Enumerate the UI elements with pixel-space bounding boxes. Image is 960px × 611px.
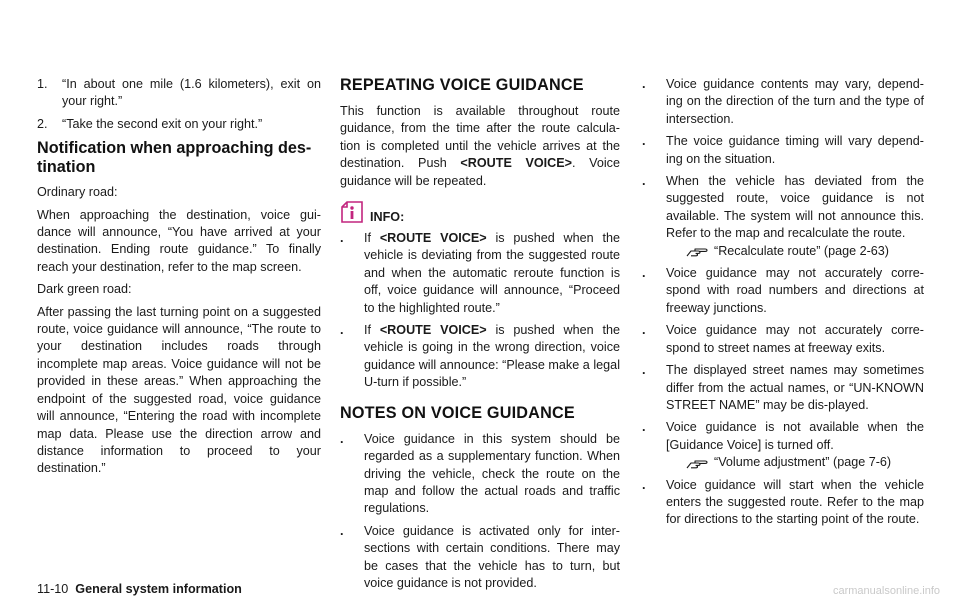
text: This function is available throughout route guidance, from the time after the route calcula-tion is completed until the vehicle arrives at the destination. Push xyxy=(340,104,620,171)
route-voice-key: <ROUTE VOICE> xyxy=(460,156,573,171)
reference-volume-adjustment[interactable] xyxy=(686,454,924,471)
subheading-notification: Notification when approaching des-tination xyxy=(37,139,312,177)
list-text: Voice guidance is activated only for inter-sections with certain conditions. There may be cases that the vehicle has to turn, but voice guidance is not provided. xyxy=(364,523,620,590)
list-text xyxy=(364,322,620,392)
paragraph: After passing the last turning point on a suggested route, voice guidance will announce, “The route to your destination includes roads through incomplete map areas. Voice guidance will not be provided in these areas.” When approaching the endpoint of the suggested road, voice guidance will announce, “Entering the road with incomplete map data. Please use the direction arrow and distance information to proceed to your destination.” xyxy=(37,304,321,476)
info-icon xyxy=(340,200,364,224)
list-text: Voice guidance contents may vary, depend-ing on the direction of the turn and the type of intersection. xyxy=(666,77,924,126)
list-text: Voice guidance will start when the vehicle enters the suggested route. Refer to the map for directions to the starting point of the route. xyxy=(666,477,924,527)
list-item xyxy=(340,230,620,317)
bullet: . xyxy=(642,477,646,492)
pointing-hand-icon xyxy=(686,245,708,257)
list-item xyxy=(340,431,620,518)
route-voice-key: <ROUTE VOICE> xyxy=(379,231,487,246)
list-item xyxy=(642,133,924,168)
section-heading-repeating: REPEATING VOICE GUIDANCE xyxy=(340,76,584,94)
list-item xyxy=(340,523,620,593)
section-heading-notes: NOTES ON VOICE GUIDANCE xyxy=(340,403,575,422)
text: . Voice guidance will be repeated. xyxy=(340,156,620,188)
list-text xyxy=(364,230,620,317)
bullet: . xyxy=(642,134,646,149)
list-item xyxy=(642,322,924,357)
list-item xyxy=(37,116,321,133)
bullet: . xyxy=(642,420,646,435)
bullet: . xyxy=(340,523,344,538)
list-text: The voice guidance timing will vary depend-ing on the situation. xyxy=(666,134,924,166)
list-text: Voice guidance may not accurately corre-spond with road numbers and directions at freeway junctions. xyxy=(666,266,924,315)
list-item xyxy=(642,265,924,317)
reference-text: “Volume adjustment” (page 7-6) xyxy=(714,455,892,470)
paragraph: Dark green road: xyxy=(37,282,132,297)
text: When the vehicle has deviated from the suggested route, voice guidance is not available. The system will not announce this. Refer to the map and recalculate the route. xyxy=(666,174,924,241)
bullet: . xyxy=(340,431,344,446)
list-text xyxy=(666,419,924,471)
list-item xyxy=(37,76,321,111)
bullet: . xyxy=(642,363,646,378)
list-text: The displayed street names may sometimes differ from the actual names, or “UN-KNOWN STREET NAME” may be dis-played. xyxy=(666,363,924,412)
right-column xyxy=(642,76,924,534)
text: is pushed when the vehicle is going in the wrong direction, voice guidance will announce: “Please make a legal U-turn if possible.” xyxy=(364,323,620,390)
text: is pushed when the vehicle is deviating from the suggested route and when the automatic reroute function is off, voice guidance will announce, “Proceed to the highlighted route.” xyxy=(364,231,620,315)
list-item xyxy=(642,76,924,128)
reference-text: “Recalculate route” (page 2-63) xyxy=(714,243,890,258)
list-text: Voice guidance may not accurately corre-spond to street names at freeway exits. xyxy=(666,323,924,355)
list-text: “Take the second exit on your right.” xyxy=(62,116,263,131)
text: If xyxy=(364,323,380,338)
bullet: . xyxy=(340,323,344,338)
list-text xyxy=(666,173,924,260)
paragraph xyxy=(340,103,620,190)
list-text: “In about one mile (1.6 kilometers), exit on your right.” xyxy=(62,77,321,109)
bullet: . xyxy=(642,174,646,189)
bullet: . xyxy=(642,323,646,338)
page-footer xyxy=(37,582,242,596)
info-label: INFO: xyxy=(370,210,405,225)
pointing-hand-icon xyxy=(686,457,708,469)
list-number: 2. xyxy=(37,116,48,131)
list-item xyxy=(340,322,620,392)
list-item xyxy=(642,477,924,529)
watermark: carmanualsonline.info xyxy=(832,585,940,597)
paragraph: When approaching the destination, voice gui-dance will announce, “You have arrived at your destination. Ending route guidance.” To finally reach your destination, refer to the map screen. xyxy=(37,207,321,274)
bullet: . xyxy=(642,266,646,281)
reference-recalculate-route[interactable] xyxy=(686,243,924,260)
paragraph: Ordinary road: xyxy=(37,185,118,200)
left-column xyxy=(37,76,321,483)
list-item xyxy=(642,173,924,260)
middle-column xyxy=(340,76,620,597)
text: If xyxy=(364,231,380,246)
text: Voice guidance is not available when the [Guidance Voice] is turned off. xyxy=(666,420,924,452)
page-number: 11-10 xyxy=(37,582,69,596)
info-block xyxy=(340,200,620,224)
footer-section-title: General system information xyxy=(75,582,242,596)
bullet: . xyxy=(642,77,646,91)
list-text: Voice guidance in this system should be regarded as a supplementary function. When driving the vehicle, check the route on the map and follow the actual roads and traffic regulations. xyxy=(364,431,620,516)
route-voice-key: <ROUTE VOICE> xyxy=(379,323,487,338)
list-item xyxy=(642,362,924,414)
list-item xyxy=(642,419,924,471)
bullet: . xyxy=(340,231,344,246)
list-number: 1. xyxy=(37,77,48,91)
